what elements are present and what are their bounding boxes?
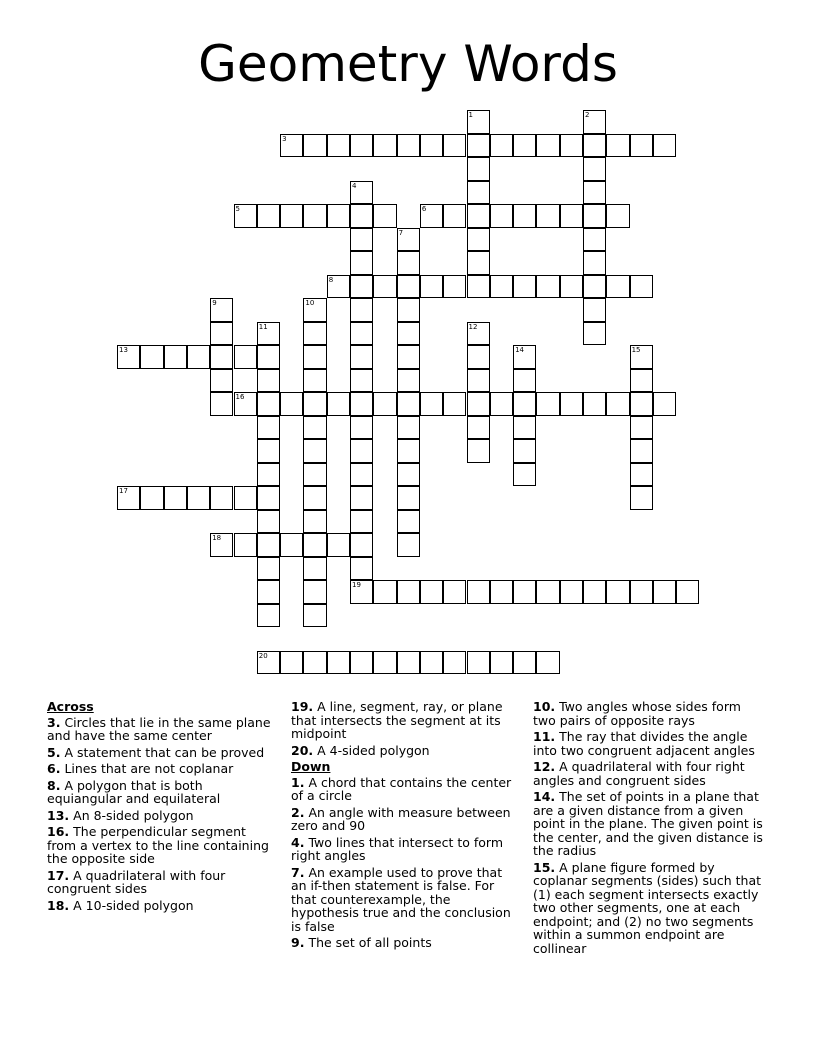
grid-cell[interactable] xyxy=(397,439,420,463)
grid-cell[interactable] xyxy=(583,181,606,205)
grid-cell[interactable] xyxy=(303,322,326,346)
grid-cell[interactable] xyxy=(630,486,653,510)
grid-cell[interactable] xyxy=(350,134,373,158)
grid-cell[interactable] xyxy=(560,134,583,158)
clues-column-2 xyxy=(291,700,521,953)
grid-cell[interactable] xyxy=(373,134,396,158)
grid-cell[interactable] xyxy=(303,439,326,463)
grid-cell[interactable] xyxy=(257,345,280,369)
grid-cell[interactable] xyxy=(397,510,420,534)
grid-cell[interactable] xyxy=(164,345,187,369)
clue-number: 6 xyxy=(421,205,427,213)
grid-cell[interactable] xyxy=(606,204,629,228)
grid-cell[interactable] xyxy=(536,580,559,604)
clue-number: 10 xyxy=(305,299,315,307)
grid-cell[interactable] xyxy=(280,651,303,675)
grid-cell[interactable] xyxy=(303,557,326,581)
grid-cell[interactable] xyxy=(606,275,629,299)
grid-cell[interactable] xyxy=(420,651,443,675)
grid-cell[interactable] xyxy=(373,275,396,299)
grid-cell[interactable] xyxy=(350,322,373,346)
grid-cell[interactable] xyxy=(420,275,443,299)
grid-cell[interactable] xyxy=(350,533,373,557)
grid-cell[interactable] xyxy=(630,463,653,487)
grid-cell[interactable] xyxy=(443,134,466,158)
grid-cell[interactable] xyxy=(350,439,373,463)
grid-cell[interactable] xyxy=(490,651,513,675)
grid-cell[interactable] xyxy=(350,369,373,393)
clue-number: 3 xyxy=(282,134,287,143)
grid-cell[interactable] xyxy=(303,345,326,369)
grid-cell[interactable] xyxy=(164,486,187,510)
clue-number: 17 xyxy=(119,487,128,495)
grid-cell[interactable] xyxy=(630,439,653,463)
grid-cell[interactable] xyxy=(583,228,606,252)
grid-cell[interactable] xyxy=(210,298,233,322)
grid-cell[interactable] xyxy=(397,228,420,252)
grid-cell[interactable] xyxy=(513,392,536,416)
clue-number: 5 xyxy=(235,205,240,213)
grid-cell[interactable] xyxy=(630,580,653,604)
grid-cell[interactable] xyxy=(350,416,373,440)
grid-cell[interactable] xyxy=(257,439,280,463)
grid-cell[interactable] xyxy=(257,651,280,675)
grid-cell[interactable] xyxy=(653,580,676,604)
grid-cell[interactable] xyxy=(420,580,443,604)
clue-number: 14 xyxy=(515,346,525,354)
grid-cell[interactable] xyxy=(420,204,443,228)
grid-cell[interactable] xyxy=(490,392,513,416)
grid-cell[interactable] xyxy=(257,369,280,393)
grid-cell[interactable] xyxy=(373,651,396,675)
grid-cell[interactable] xyxy=(513,345,536,369)
grid-cell[interactable] xyxy=(583,580,606,604)
grid-cell[interactable] xyxy=(303,392,326,416)
grid-cell[interactable] xyxy=(583,298,606,322)
grid-cell[interactable] xyxy=(397,651,420,675)
grid-cell[interactable] xyxy=(397,416,420,440)
grid-cell[interactable] xyxy=(467,110,490,134)
clue-down-4: 4. Two lines that intersect to form right angles xyxy=(291,834,503,863)
clue-down-12: 12. A quadrilateral with four right angles and congruent sides xyxy=(533,759,745,788)
grid-cell[interactable] xyxy=(443,204,466,228)
grid-cell[interactable] xyxy=(327,134,350,158)
clue-across-5: 5. A statement that can be proved xyxy=(47,744,265,760)
grid-cell[interactable] xyxy=(303,369,326,393)
grid-cell[interactable] xyxy=(210,533,233,557)
grid-cell[interactable] xyxy=(350,392,373,416)
grid-cell[interactable] xyxy=(606,392,629,416)
grid-cell[interactable] xyxy=(630,134,653,158)
grid-cell[interactable] xyxy=(397,463,420,487)
grid-cell[interactable] xyxy=(234,486,257,510)
grid-cell[interactable] xyxy=(513,275,536,299)
clue-across-16: 16. The perpendicular segment from a vertex to the line containing the opposite side xyxy=(47,824,269,866)
clue-number: 8 xyxy=(328,275,334,284)
grid-cell[interactable] xyxy=(257,604,280,628)
grid-cell[interactable] xyxy=(583,110,606,134)
grid-cell[interactable] xyxy=(350,204,373,228)
grid-cell[interactable] xyxy=(303,416,326,440)
clue-across-18: 18. A 10-sided polygon xyxy=(47,897,194,913)
clue-down-10: 10. Two angles whose sides form two pairs of opposite rays xyxy=(533,699,741,728)
grid-cell[interactable] xyxy=(234,392,257,416)
grid-cell[interactable] xyxy=(467,322,490,346)
grid-cell[interactable] xyxy=(536,204,559,228)
grid-cell[interactable] xyxy=(303,486,326,510)
clue-number: 9 xyxy=(212,299,217,307)
grid-cell[interactable] xyxy=(303,510,326,534)
grid-cell[interactable] xyxy=(117,486,140,510)
grid-cell[interactable] xyxy=(420,392,443,416)
grid-cell[interactable] xyxy=(606,580,629,604)
grid-cell[interactable] xyxy=(117,345,140,369)
clues-column-3 xyxy=(533,700,765,958)
clue-number: 13 xyxy=(119,346,128,354)
grid-cell[interactable] xyxy=(257,463,280,487)
grid-cell[interactable] xyxy=(630,416,653,440)
grid-cell[interactable] xyxy=(303,651,326,675)
grid-cell[interactable] xyxy=(303,463,326,487)
clue-across-19: 19. A line, segment, ray, or plane that intersects the segment at its midpoint xyxy=(291,699,503,741)
clue-across-3: 3. Circles that lie in the same plane and have the same center xyxy=(47,714,271,743)
grid-cell[interactable] xyxy=(397,251,420,275)
grid-cell[interactable] xyxy=(280,392,303,416)
grid-cell[interactable] xyxy=(467,204,490,228)
grid-cell[interactable] xyxy=(467,345,490,369)
grid-cell[interactable] xyxy=(653,392,676,416)
grid-cell[interactable] xyxy=(303,604,326,628)
grid-cell[interactable] xyxy=(257,580,280,604)
clue-number: 12 xyxy=(468,322,478,331)
grid-cell[interactable] xyxy=(303,134,326,158)
clue-down-2: 2. An angle with measure between zero and 90 xyxy=(291,804,511,833)
grid-cell[interactable] xyxy=(303,580,326,604)
grid-cell[interactable] xyxy=(327,392,350,416)
grid-cell[interactable] xyxy=(467,439,490,463)
grid-cell[interactable] xyxy=(257,510,280,534)
grid-cell[interactable] xyxy=(373,392,396,416)
grid-cell[interactable] xyxy=(373,204,396,228)
grid-cell[interactable] xyxy=(536,134,559,158)
clue-down-11: 11. The ray that divides the angle into two congruent adjacent angles xyxy=(533,729,755,758)
grid-cell[interactable] xyxy=(513,204,536,228)
grid-cell[interactable] xyxy=(536,392,559,416)
grid-cell[interactable] xyxy=(513,651,536,675)
clue-across-8: 8. A polygon that is both equiangular and equilateral xyxy=(47,777,221,806)
grid-cell[interactable] xyxy=(583,204,606,228)
grid-cell[interactable] xyxy=(210,369,233,393)
clue-number: 20 xyxy=(258,651,268,660)
grid-cell[interactable] xyxy=(350,345,373,369)
grid-cell[interactable] xyxy=(350,486,373,510)
grid-cell[interactable] xyxy=(373,580,396,604)
grid-cell[interactable] xyxy=(397,298,420,322)
grid-cell[interactable] xyxy=(327,275,350,299)
grid-cell[interactable] xyxy=(583,134,606,158)
grid-cell[interactable] xyxy=(303,298,326,322)
clue-number: 18 xyxy=(212,534,222,542)
grid-cell[interactable] xyxy=(513,439,536,463)
grid-cell[interactable] xyxy=(397,486,420,510)
grid-cell[interactable] xyxy=(513,416,536,440)
grid-cell[interactable] xyxy=(397,580,420,604)
clue-down-1: 1. A chord that contains the center of a circle xyxy=(291,774,512,803)
clue-number: 11 xyxy=(258,322,268,331)
grid-cell[interactable] xyxy=(420,134,443,158)
puzzle-title: Geometry Words xyxy=(198,35,618,93)
clue-number: 16 xyxy=(235,393,245,401)
grid-cell[interactable] xyxy=(513,580,536,604)
grid-cell[interactable] xyxy=(467,228,490,252)
grid-cell[interactable] xyxy=(443,392,466,416)
grid-cell[interactable] xyxy=(140,345,163,369)
grid-cell[interactable] xyxy=(350,651,373,675)
grid-cell[interactable] xyxy=(257,322,280,346)
grid-cell[interactable] xyxy=(234,345,257,369)
grid-cell[interactable] xyxy=(560,204,583,228)
clue-number: 4 xyxy=(352,181,357,190)
grid-cell[interactable] xyxy=(630,392,653,416)
grid-cell[interactable] xyxy=(303,204,326,228)
grid-cell[interactable] xyxy=(397,533,420,557)
clue-down-9: 9. The set of all points xyxy=(291,935,432,950)
grid-cell[interactable] xyxy=(350,510,373,534)
grid-cell[interactable] xyxy=(397,322,420,346)
grid-cell[interactable] xyxy=(397,369,420,393)
across-header: Across xyxy=(47,699,94,714)
grid-cell[interactable] xyxy=(257,533,280,557)
grid-cell[interactable] xyxy=(676,580,699,604)
grid-cell[interactable] xyxy=(257,486,280,510)
clues-column-1 xyxy=(47,700,277,915)
grid-cell[interactable] xyxy=(350,557,373,581)
grid-cell[interactable] xyxy=(630,369,653,393)
clue-across-20: 20. A 4-sided polygon xyxy=(291,742,430,758)
grid-cell[interactable] xyxy=(583,275,606,299)
grid-cell[interactable] xyxy=(140,486,163,510)
clue-across-17: 17. A quadrilateral with four congruent sides xyxy=(47,867,226,896)
grid-cell[interactable] xyxy=(210,392,233,416)
grid-cell[interactable] xyxy=(210,486,233,510)
grid-cell[interactable] xyxy=(560,580,583,604)
grid-cell[interactable] xyxy=(303,533,326,557)
grid-cell[interactable] xyxy=(350,463,373,487)
grid-cell[interactable] xyxy=(350,181,373,205)
grid-cell[interactable] xyxy=(630,275,653,299)
grid-cell[interactable] xyxy=(560,275,583,299)
clue-number: 15 xyxy=(631,346,641,354)
grid-cell[interactable] xyxy=(583,392,606,416)
grid-cell[interactable] xyxy=(513,463,536,487)
grid-cell[interactable] xyxy=(467,392,490,416)
grid-cell[interactable] xyxy=(234,204,257,228)
grid-cell[interactable] xyxy=(350,580,373,604)
grid-cell[interactable] xyxy=(467,134,490,158)
grid-cell[interactable] xyxy=(397,134,420,158)
clue-number: 7 xyxy=(398,228,404,237)
grid-cell[interactable] xyxy=(350,251,373,275)
grid-cell[interactable] xyxy=(257,204,280,228)
grid-cell[interactable] xyxy=(536,651,559,675)
grid-cell[interactable] xyxy=(280,134,303,158)
grid-cell[interactable] xyxy=(280,533,303,557)
grid-cell[interactable] xyxy=(280,204,303,228)
grid-cell[interactable] xyxy=(490,204,513,228)
clue-number: 1 xyxy=(468,111,473,119)
grid-cell[interactable] xyxy=(443,580,466,604)
grid-cell[interactable] xyxy=(327,651,350,675)
grid-cell[interactable] xyxy=(490,134,513,158)
grid-cell[interactable] xyxy=(467,369,490,393)
grid-cell[interactable] xyxy=(513,369,536,393)
grid-cell[interactable] xyxy=(536,275,559,299)
grid-cell[interactable] xyxy=(606,134,629,158)
grid-cell[interactable] xyxy=(467,651,490,675)
grid-cell[interactable] xyxy=(583,251,606,275)
grid-cell[interactable] xyxy=(257,416,280,440)
grid-cell[interactable] xyxy=(350,228,373,252)
clue-across-13: 13. An 8-sided polygon xyxy=(47,807,194,823)
grid-cell[interactable] xyxy=(560,392,583,416)
clue-number: 2 xyxy=(585,111,590,119)
grid-cell[interactable] xyxy=(397,392,420,416)
grid-cell[interactable] xyxy=(327,533,350,557)
grid-cell[interactable] xyxy=(350,275,373,299)
grid-cell[interactable] xyxy=(443,275,466,299)
grid-cell[interactable] xyxy=(257,392,280,416)
grid-cell[interactable] xyxy=(210,345,233,369)
grid-cell[interactable] xyxy=(257,557,280,581)
grid-cell[interactable] xyxy=(187,345,210,369)
grid-cell[interactable] xyxy=(490,580,513,604)
grid-cell[interactable] xyxy=(467,251,490,275)
grid-cell[interactable] xyxy=(490,275,513,299)
grid-cell[interactable] xyxy=(467,580,490,604)
clue-number: 19 xyxy=(352,581,361,589)
grid-cell[interactable] xyxy=(467,275,490,299)
grid-cell[interactable] xyxy=(210,322,233,346)
clue-across-6: 6. Lines that are not coplanar xyxy=(47,761,234,776)
grid-cell[interactable] xyxy=(397,345,420,369)
clue-down-7: 7. An example used to prove that an if-then statement is false. For that counterexample, the hypothesis true and the conclusion is false xyxy=(291,864,511,934)
grid-cell[interactable] xyxy=(583,322,606,346)
grid-cell[interactable] xyxy=(467,416,490,440)
grid-cell[interactable] xyxy=(630,345,653,369)
grid-cell[interactable] xyxy=(443,651,466,675)
grid-cell[interactable] xyxy=(327,204,350,228)
down-header: Down xyxy=(291,759,331,774)
grid-cell[interactable] xyxy=(467,157,490,181)
clue-down-15: 15. A plane figure formed by coplanar segments (sides) such that (1) each segment intersects exactly two other segments, one at each endpoint; and (2) no two segments within a summon endpoint are collinear xyxy=(533,859,762,956)
grid-cell[interactable] xyxy=(397,275,420,299)
grid-cell[interactable] xyxy=(467,181,490,205)
grid-cell[interactable] xyxy=(187,486,210,510)
grid-cell[interactable] xyxy=(583,157,606,181)
grid-cell[interactable] xyxy=(653,134,676,158)
grid-cell[interactable] xyxy=(350,298,373,322)
clue-down-14: 14. The set of points in a plane that are a given distance from a given point in the plane. The given point is the center, and the given distance is the radius xyxy=(533,789,763,858)
grid-cell[interactable] xyxy=(234,533,257,557)
grid-cell[interactable] xyxy=(513,134,536,158)
